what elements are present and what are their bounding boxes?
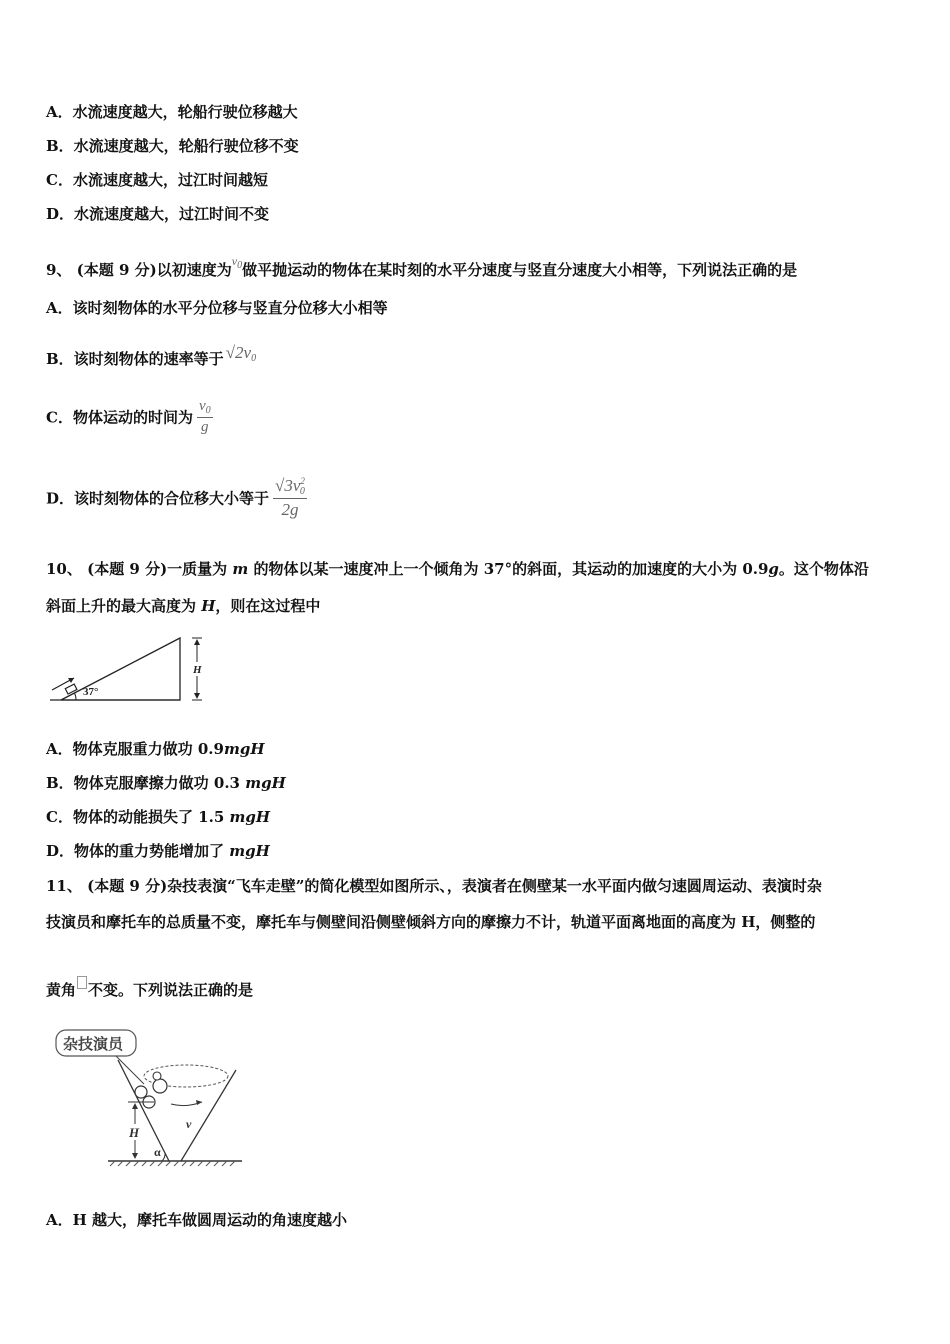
q8-option-c: C．水流速度越大，过江时间越短 bbox=[46, 171, 268, 189]
q10-option-d: D．物体的重力势能增加了 mgH bbox=[46, 842, 270, 860]
q10-option-b: B．物体克服摩擦力做功 0.3 mgH bbox=[46, 774, 286, 792]
angle-label: 37° bbox=[83, 686, 99, 698]
q8-option-d: D．水流速度越大，过江时间不变 bbox=[46, 205, 270, 223]
q11-stem-line1: 11、 (本题 9 分)杂技表演“飞车走壁”的简化模型如图所示、，表演者在侧壁某一水平面内做匀速圆周运动、表演时杂 bbox=[46, 877, 822, 895]
performer-label: 杂技演员 bbox=[63, 1037, 124, 1053]
q11-stem-line3: 黄角 不变。下列说法正确的是 bbox=[46, 976, 253, 1000]
q10-stem-line2: 斜面上升的最大高度为 H，则在这过程中 bbox=[46, 597, 321, 615]
missing-symbol-box bbox=[77, 976, 87, 989]
angle-alpha-label: α bbox=[154, 1145, 161, 1159]
velocity-label: v bbox=[186, 1117, 192, 1131]
height-label: H bbox=[193, 664, 202, 676]
q10-option-a: A．物体克服重力做功 0.9mgH bbox=[46, 740, 265, 758]
cone-right-wall bbox=[181, 1070, 236, 1161]
q9-stem: 9、 (本题 9 分)以初速度为$^{v_0}$做平抛运动的物体在某时刻的水平分速度与竖直分速度大小相等，下列说法正确的是 bbox=[46, 254, 798, 279]
q9-option-d: D．该时刻物体的合位移大小等于 $\frac{√3v^2_0}{2g}$ bbox=[46, 476, 305, 519]
q10-stem-line1: 10、 (本题 9 分)一质量为 m 的物体以某一速度冲上一个倾角为 37°的斜面，其运动的加速度的大小为 0.9g。这个物体沿 bbox=[46, 560, 869, 578]
q9-option-a: A．该时刻物体的水平分位移与竖直分位移大小相等 bbox=[46, 299, 388, 317]
height-label: H bbox=[129, 1125, 140, 1140]
q9-option-c: C．物体运动的时间为 $\frac{v_0}{g}$ bbox=[46, 398, 211, 435]
q11-stem-line2: 技演员和摩托车的总质量不变，摩托车与侧壁间沿侧壁倾斜方向的摩擦力不计，轨道平面离地面的高度为 H，侧整的 bbox=[46, 913, 816, 931]
q8-option-a: A．水流速度越大，轮船行驶位移越大 bbox=[46, 103, 298, 121]
incline-figure bbox=[46, 632, 211, 704]
fraction-v0-over-g: $\frac{v_0}{g}$ bbox=[198, 398, 211, 435]
q8-option-b: B．水流速度越大，轮船行驶位移不变 bbox=[46, 137, 299, 155]
q10-option-c: C．物体的动能损失了 1.5 mgH bbox=[46, 808, 271, 826]
incline-triangle bbox=[61, 638, 180, 700]
wall-ride-figure bbox=[46, 1024, 246, 1174]
fraction-sqrt3v0sq-over-2g: $\frac{√3v^2_0}{2g}$ bbox=[275, 476, 305, 519]
q11-option-a: A．H 越大，摩托车做圆周运动的角速度越小 bbox=[46, 1211, 348, 1229]
q9-option-b: B．该时刻物体的速率等于 $√2v_0$ bbox=[46, 343, 257, 368]
